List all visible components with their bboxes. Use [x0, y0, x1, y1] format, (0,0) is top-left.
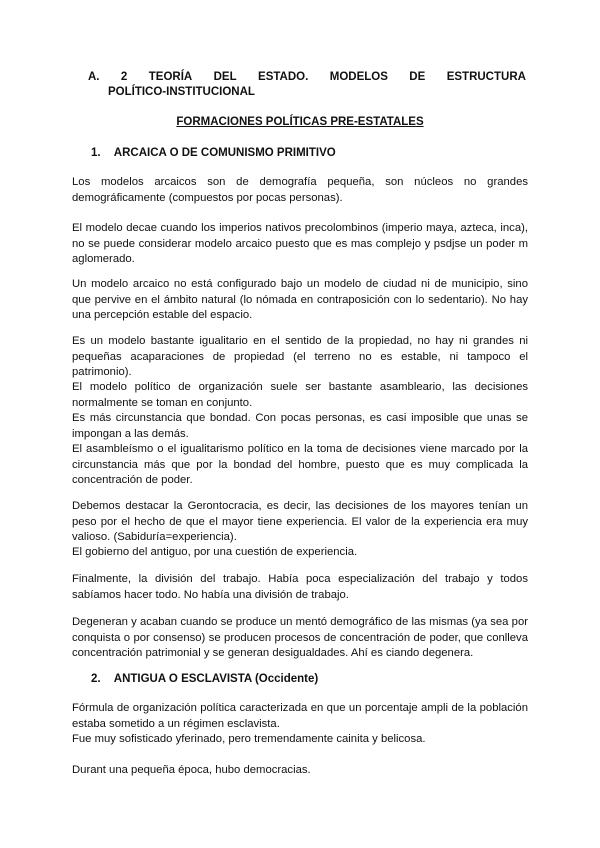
chapter-heading: [88, 70, 526, 100]
heading-word: A.: [88, 71, 100, 83]
paragraph: Un modelo arcaico no está configurado bajo un modelo de ciudad ni de municipio, sino que pervive en el ámbito natural (lo nómada en contraposición con lo sedentario). No hay una percepción estable del espacio.: [72, 278, 528, 321]
heading-word: ESTADO.: [258, 71, 309, 83]
paragraph: El modelo político de organización suele ser bastante asambleario, las decisiones normalmente se toman en conjunto.: [72, 381, 528, 409]
heading-word: TEORÍA: [148, 71, 193, 83]
heading-line-2: POLÍTICO-INSTITUCIONAL: [108, 86, 255, 98]
heading-word: MODELOS: [329, 71, 388, 83]
paragraph: Debemos destacar la Gerontocracia, es decir, las decisiones de los mayores tenían un peso por el hecho de que el mayor tiene experiencia. El valor de la experiencia era muy valioso. (Sabiduría=experiencia).: [72, 500, 528, 543]
paragraph: Durant una pequeña época, hubo democracias.: [72, 764, 311, 776]
paragraph: El asambleísmo o el igualitarismo político en la toma de decisiones viene marcado por la circunstancia más que por la bondad del hombre, puesto que es muy complicada la concentración de poder.: [72, 443, 528, 486]
heading-word: ESTRUCTURA: [446, 71, 526, 83]
paragraph: Degeneran y acaban cuando se produce un mentó demográfico de las mismas (ya sea por conquista o por consenso) se producen procesos de concentración de poder, que conlleva concentración patrimonial y se generan desigualdades. Ahí es ciando degenera.: [72, 616, 528, 659]
heading-word: DEL: [213, 71, 237, 83]
section-2-heading: [91, 673, 318, 685]
heading-word: DE: [409, 71, 426, 83]
section-1-number: 1.: [91, 147, 101, 159]
section-1-heading: [91, 147, 336, 159]
paragraph: El modelo decae cuando los imperios nativos precolombinos (imperio maya, azteca, inca), no se puede considerar modelo arcaico puesto que es mas complejo y psdjse un poder m aglomerado.: [72, 222, 528, 265]
paragraph: Fórmula de organización política caracterizada en que un porcentaje ampli de la población estaba sometido a un régimen esclavista.: [72, 702, 528, 730]
section-2-title: ANTIGUA O ESCLAVISTA (Occidente): [113, 673, 319, 685]
paragraph: El gobierno del antiguo, por una cuestión de experiencia.: [72, 546, 358, 558]
paragraph: Los modelos arcaicos son de demografía pequeña, son núcleos no grandes demográficamente (compuestos por pocas personas).: [72, 176, 528, 204]
paragraph: Fue muy sofisticado yferinado, pero tremendamente cainita y belicosa.: [72, 733, 426, 745]
paragraph: Es un modelo bastante igualitario en el sentido de la propiedad, no hay ni grandes ni pequeñas acaparaciones de propiedad (el terreno no es estable, ni tampoco el patrimonio).: [72, 335, 528, 378]
section-2-number: 2.: [91, 673, 101, 685]
page-subtitle: FORMACIONES POLÍTICAS PRE-ESTATALES: [176, 116, 424, 128]
heading-word: 2: [120, 71, 128, 83]
section-1-title: ARCAICA O DE COMUNISMO PRIMITIVO: [113, 147, 336, 159]
paragraph: Finalmente, la división del trabajo. Había poca especialización del trabajo y todos sabíamos hacer todo. No había una división de trabajo.: [72, 573, 528, 601]
paragraph: Es más circunstancia que bondad. Con pocas personas, es casi imposible que unas se impongan a las demás.: [72, 412, 528, 440]
